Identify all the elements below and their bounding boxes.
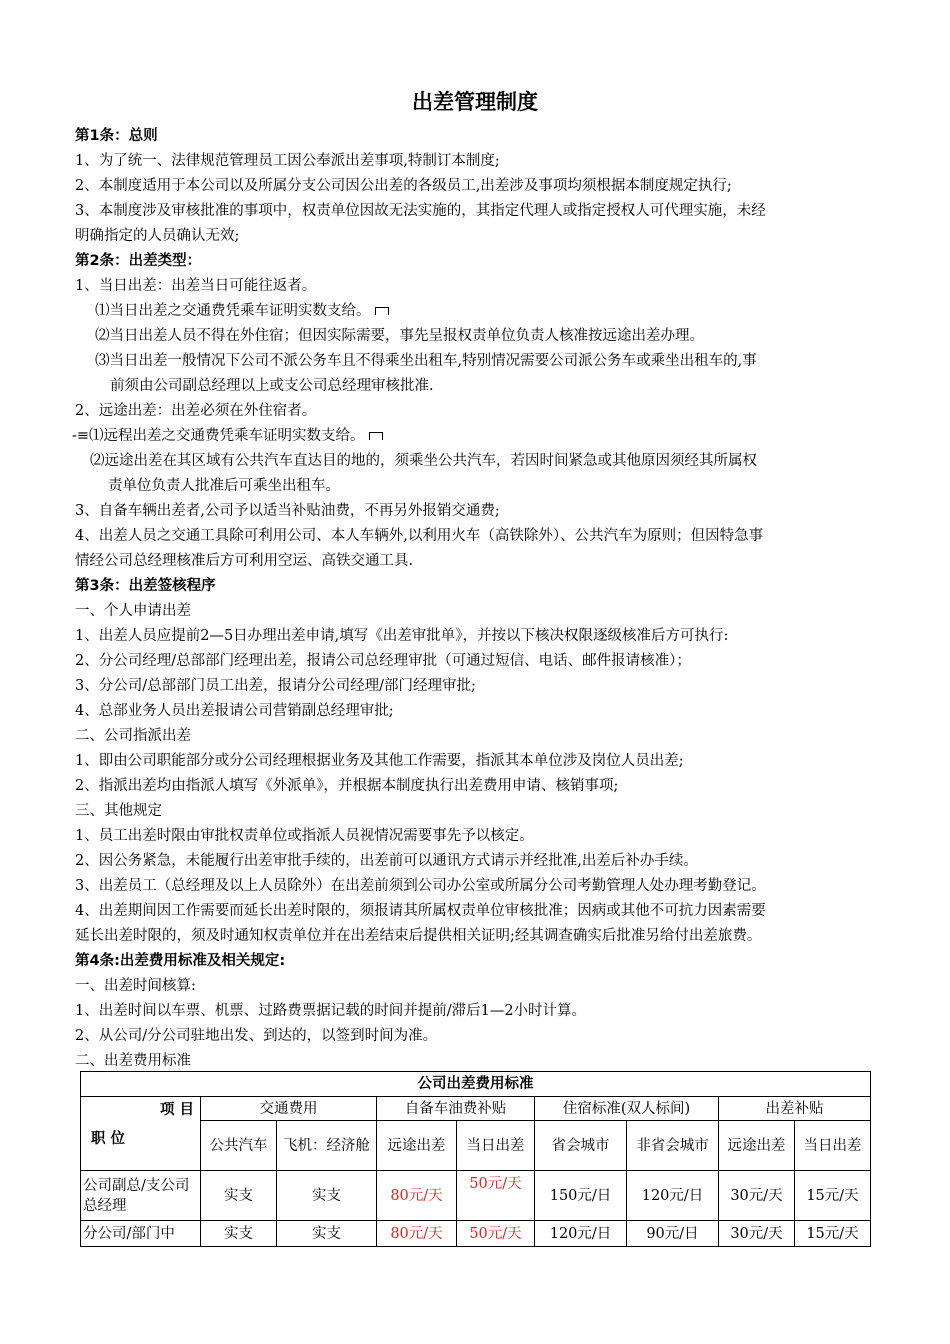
paragraph <box>95 301 389 321</box>
table-cell-position: 分公司/部门中 <box>81 1221 201 1247</box>
paragraph-text: -≡⑴远程出差之交通费凭乘车证明实数支给。 <box>72 428 365 444</box>
paragraph: ⑶当日出差一般情况下公司不派公务车且不得乘坐出租车,特别情况需要公司派公务车或乘坐出租车的,事 <box>95 353 757 369</box>
table-cell: 实支 <box>277 1221 377 1247</box>
table-sub-header: 远途出差 <box>377 1121 457 1171</box>
table-cell: 实支 <box>277 1171 377 1221</box>
subheading: 二、出差费用标准 <box>75 1053 191 1069</box>
table-cell: 120元/日 <box>627 1171 719 1221</box>
table-row <box>81 1221 871 1247</box>
table-sub-header: 公共汽车 <box>201 1121 277 1171</box>
table-cell: 50元/天 <box>457 1221 535 1247</box>
paragraph: 2、指派出差均由指派人填写《外派单》，并根据本制度执行出差费用申请、核销事项; <box>75 778 619 794</box>
table-sub-header: 当日出差 <box>457 1121 535 1171</box>
section-heading: 第3条：出差签核程序 <box>75 578 216 594</box>
table-caption: 公司出差费用标准 <box>81 1072 871 1097</box>
table-cell: 15元/天 <box>795 1171 871 1221</box>
document-title: 出差管理制度 <box>412 90 538 114</box>
table-sub-header: 非省会城市 <box>627 1121 719 1171</box>
table-cell-position: 公司副总/支公司总经理 <box>81 1171 201 1221</box>
table-sub-header: 省会城市 <box>535 1121 627 1171</box>
paragraph-text: ⑴当日出差之交通费凭乘车证明实数支给。 <box>95 303 371 319</box>
paragraph: 1、即由公司职能部分或分公司经理根据业务及其他工作需要，指派其本单位涉及岗位人员出差; <box>75 753 684 769</box>
paragraph: 1、员工出差时限由审批权责单位或指派人员视情况需要事先予以核定。 <box>75 828 534 844</box>
paragraph: 2、远途出差：出差必须在外住宿者。 <box>75 403 317 419</box>
table-cell: 80元/天 <box>377 1171 457 1221</box>
subheading: 二、公司指派出差 <box>75 728 191 744</box>
table-group-header: 交通费用 <box>201 1097 377 1121</box>
table-cell: 150元/日 <box>535 1171 627 1221</box>
table-sub-header: 远途出差 <box>719 1121 795 1171</box>
paragraph: 1、出差人员应提前2—5日办理出差申请,填写《出差审批单》，并按以下核决权限逐级核准后方可执行: <box>75 628 729 644</box>
paragraph: 1、当日出差：出差当日可能往返者。 <box>75 278 317 294</box>
paragraph: 4、出差人员之交通工具除可利用公司、本人车辆外,以利用火车（高铁除外）、公共汽车为原则；但因特急事 <box>75 528 764 544</box>
bracket-mark-icon <box>375 307 389 315</box>
paragraph: 2、因公务紧急，未能履行出差审批手续的，出差前可以通讯方式请示并经批准,出差后补办手续。 <box>75 853 698 869</box>
section-heading: 第2条：出差类型： <box>75 253 202 269</box>
paragraph: 明确指定的人员确认无效; <box>75 228 240 244</box>
table-cell: 30元/天 <box>719 1171 795 1221</box>
corner-position-label: 职 位 <box>91 1131 126 1147</box>
table-cell: 50元/天 <box>457 1171 535 1221</box>
paragraph: 1、为了统一、法律规范管理员工因公奉派出差事项,特制订本制度; <box>75 153 500 169</box>
section-heading: 第1条：总则 <box>75 128 158 144</box>
paragraph: 1、出差时间以车票、机票、过路费票据记载的时间并提前/滞后1—2小时计算。 <box>75 1003 587 1019</box>
paragraph: 前须由公司副总经理以上或支公司总经理审核批准. <box>110 378 434 394</box>
paragraph: 2、从公司/分公司驻地出发、到达的，以签到时间为准。 <box>75 1028 438 1044</box>
paragraph: 责单位负责人批准后可乘坐出租车。 <box>108 478 340 494</box>
paragraph: 2、分公司经理/总部部门经理出差，报请公司总经理审批（可通过短信、电话、邮件报请核准）； <box>75 653 691 669</box>
table-cell: 15元/天 <box>795 1221 871 1247</box>
table-cell: 90元/日 <box>627 1221 719 1247</box>
subheading: 三、其他规定 <box>75 803 162 819</box>
table-corner-cell <box>81 1097 201 1171</box>
paragraph: 2、本制度适用于本公司以及所属分支公司因公出差的各级员工,出差涉及事项均须根据本制度规定执行; <box>75 178 732 194</box>
table-sub-header: 飞机：经济舱 <box>277 1121 377 1171</box>
table-cell: 80元/天 <box>377 1221 457 1247</box>
table-cell: 30元/天 <box>719 1221 795 1247</box>
paragraph: 延长出差时限的，须及时通知权责单位并在出差结束后提供相关证明;经其调查确实后批准另给付出差旅费。 <box>75 928 762 944</box>
subheading: 一、个人申请出差 <box>75 603 191 619</box>
table-group-header: 出差补贴 <box>719 1097 871 1121</box>
section-heading: 第4条:出差费用标准及相关规定: <box>75 953 286 969</box>
table-group-header: 住宿标准(双人标间) <box>535 1097 719 1121</box>
subheading: 一、出差时间核算: <box>75 978 196 994</box>
table-cell: 实支 <box>201 1221 277 1247</box>
paragraph: 3、出差员工（总经理及以上人员除外）在出差前须到公司办公室或所属分公司考勤管理人处办理考勤登记。 <box>75 878 766 894</box>
paragraph: 4、出差期间因工作需要而延长出差时限的，须报请其所属权责单位审核批准；因病或其他不可抗力因素需要 <box>75 903 766 919</box>
table-cell: 实支 <box>201 1171 277 1221</box>
table-row <box>81 1171 871 1221</box>
paragraph: 3、分公司/总部部门员工出差，报请分公司经理/部门经理审批; <box>75 678 476 694</box>
table-cell: 120元/日 <box>535 1221 627 1247</box>
paragraph: ⑵远途出差在其区域有公共汽车直达目的地的，须乘坐公共汽车，若因时间紧急或其他原因须经其所属权 <box>90 453 757 469</box>
table-group-header: 自备车油费补贴 <box>377 1097 535 1121</box>
bracket-mark-icon <box>369 432 383 440</box>
corner-item-label: 项 目 <box>159 1102 194 1118</box>
fee-standard-table <box>80 1071 871 1247</box>
paragraph: 3、本制度涉及审核批准的事项中，权责单位因故无法实施的，其指定代理人或指定授权人可代理实施，未经 <box>75 203 766 219</box>
paragraph: 3、自备车辆出差者,公司予以适当补贴油费，不再另外报销交通费; <box>75 503 500 519</box>
paragraph: ⑵当日出差人员不得在外住宿；但因实际需要，事先呈报权责单位负责人核准按远途出差办理。 <box>95 328 704 344</box>
paragraph <box>72 426 383 446</box>
paragraph: 情经公司总经理核准后方可利用空运、高铁交通工具. <box>75 553 414 569</box>
paragraph: 4、总部业务人员出差报请公司营销副总经理审批; <box>75 703 394 719</box>
table-sub-header: 当日出差 <box>795 1121 871 1171</box>
